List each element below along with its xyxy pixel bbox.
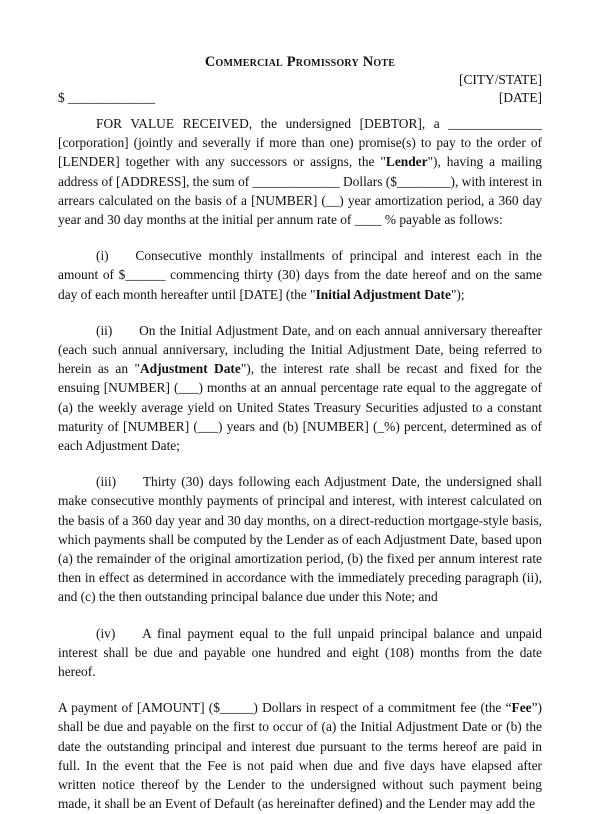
paragraph-fee-text-2: ”) shall be due and payable on the first to occur of (a) the Initial Adjustment Date or (b) the date the outstanding principal and interest due pursuant to the terms hereof are paid in full. In the event that the Fee is not paid when due and five days have elapsed after written notice thereof by the Lender to the undersigned without such payment being made, it shall be an Event of Default (as hereinafter defined) and the Lender may add the [58, 700, 542, 812]
defined-term-adjustment-date: Adjustment Date [139, 361, 241, 377]
paragraph-ii-text-2: "), the interest rate shall be recast and fixed for the ensuing [NUMBER] (___) months at an annual percentage rate equal to the aggregate of (a) the weekly average yield on United States Treasury Securities adjusted to a constant maturity of [NUMBER] (___) years and (b) [NUMBER] (_%) percent, determined as of each Adjustment Date; [58, 361, 542, 454]
paragraph-i-text-2: "); [450, 286, 465, 302]
paragraph-iii-text: (iii) Thirty (30) days following each Adjustment Date, the undersigned shall make consecutive monthly payments of principal and interest, with interest calculated on the basis of a 360 day year and 30 day months, on a direct-reduction mortgage-style basis, which payments shall be computed by the Lender as of each Adjustment Date, based upon (a) the remainder of the original amortization period, (b) the fixed per annum interest rate then in effect as determined in accordance with the immediately preceding paragraph (ii), and (c) the then outstanding principal balance due under this Note; and [58, 474, 542, 605]
paragraph-intro-text-1: FOR VALUE RECEIVED, the undersigned [DEBTOR], a ______________ [corporation] (jointly and severally if more than one) promise(s) to pay to the order of [LENDER] together with any successors or assigns, the " [58, 116, 542, 170]
defined-term-fee: Fee [511, 700, 532, 716]
header-date: [DATE] [498, 90, 542, 105]
defined-term-lender: Lender [385, 154, 428, 170]
paragraph-ii [58, 321, 542, 455]
paragraph-intro-text-2: "), having a mailing address of [ADDRESS], the sum of _____________ Dollars ($________), with interest in arrears calculated on the basis of a [NUMBER] (__) year amortization period, a 360 day year and 30 day months at the initial per annum rate of ____ % payable as follows: [58, 154, 542, 228]
paragraph-iv-text: (iv) A final payment equal to the full unpaid principal balance and unpaid interest shall be due and payable one hundred and eight (108) months from the date hereof. [58, 625, 542, 680]
paragraph-iii [58, 472, 542, 606]
paragraph-i-text-1: (i) Consecutive monthly installments of principal and interest each in the amount of $______ commencing thirty (30) days from the date hereof and on the same day of each month hereafter until [DATE] (the " [58, 248, 542, 302]
paragraph-fee [58, 698, 542, 813]
paragraph-fee-text-1: A payment of [AMOUNT] ($_____) Dollars in respect of a commitment fee (the “ [58, 700, 512, 716]
defined-term-initial-adjustment-date: Initial Adjustment Date [315, 286, 451, 302]
paragraph-iv [58, 624, 542, 682]
header-amount: $ _____________ [58, 90, 156, 105]
document-title: Commercial Promissory Note [204, 54, 396, 70]
paragraph-ii-text-1: (ii) On the Initial Adjustment Date, and on each annual anniversary thereafter (each such annual anniversary, including the Initial Adjustment Date, being referred to herein as an " [58, 322, 542, 377]
paragraph-intro [58, 114, 542, 229]
document-body [58, 114, 542, 814]
header-city-state: [CITY/STATE] [459, 72, 542, 87]
paragraph-i [58, 246, 542, 304]
